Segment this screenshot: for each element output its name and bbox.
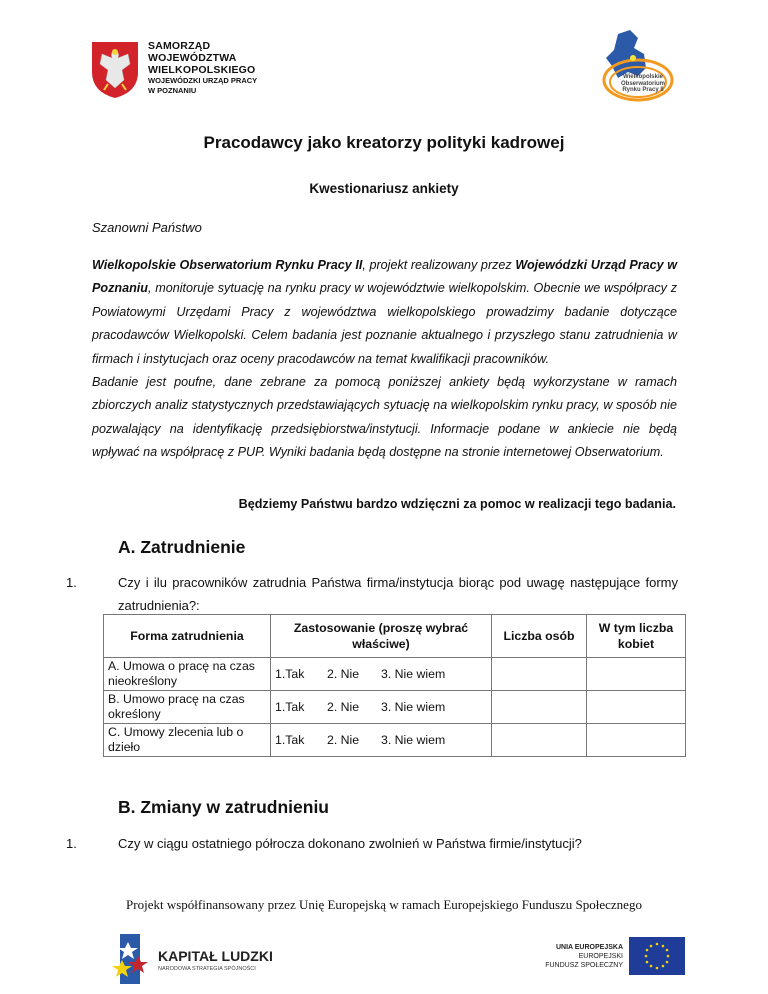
eu-line: UNIA EUROPEJSKA xyxy=(555,944,623,951)
question-b1 xyxy=(66,832,678,855)
eu-logo xyxy=(545,937,685,982)
column-header: Zastosowanie (proszę wybrać właściwe) xyxy=(271,615,492,658)
options-cell xyxy=(271,658,492,691)
kapital-ludzki-logo xyxy=(112,934,312,984)
table-row xyxy=(104,691,686,724)
form-cell: C. Umowy zlecenia lub o dzieło xyxy=(104,724,271,757)
question-text: Czy i ilu pracowników zatrudnia Państwa firma/instytucja biorąc pod uwagę następujące formy zatrudnienia?: xyxy=(118,575,678,613)
table-header-row xyxy=(104,615,686,658)
option-dont-know[interactable]: 3. Nie wiem xyxy=(381,699,446,714)
option-no[interactable]: 2. Nie xyxy=(327,699,360,714)
logo-line: WIELKOPOLSKIEGO xyxy=(148,64,256,76)
form-cell: B. Umowo pracę na czas określony xyxy=(104,691,271,724)
text: , projekt realizowany przez xyxy=(362,258,516,272)
column-header: Forma zatrudnienia xyxy=(104,615,271,658)
count-input[interactable] xyxy=(492,658,587,691)
count-input[interactable] xyxy=(492,724,587,757)
intro-paragraph-1 xyxy=(92,254,677,371)
eu-line: EUROPEJSKI xyxy=(578,953,623,960)
option-yes[interactable]: 1.Tak xyxy=(275,666,305,681)
document-title: Pracodawcy jako kreatorzy polityki kadrowej xyxy=(203,133,565,152)
option-yes[interactable]: 1.Tak xyxy=(275,699,305,714)
document-subtitle: Kwestionariusz ankiety xyxy=(309,181,459,196)
count-input[interactable] xyxy=(492,691,587,724)
greeting: Szanowni Państwo xyxy=(92,220,202,235)
kapital-ludzki-stars-icon xyxy=(112,934,154,984)
bold-text: Wojewódzki Urząd Pracy w Poznaniu xyxy=(92,258,678,296)
eu-flag-icon xyxy=(629,937,685,975)
intro-paragraph-2: Badanie jest poufne, dane zebrane za pomocą poniższej ankiety będą wykorzystane w ramach zbiorczych analiz statystycznych przedstawiających sytuację na wielkopolskim rynku pracy, w sposób nie pozwalający na identyfikację przedsiębiorstwa/instytucji. Informacje podane w ankiecie nie będą wpływać na współpracę z PUP. Wyniki badania będą dostępne na stronie internetowej Obserwatorium. xyxy=(92,375,677,460)
kapital-ludzki-title: KAPITAŁ LUDZKI xyxy=(158,948,273,964)
option-yes[interactable]: 1.Tak xyxy=(275,732,305,747)
section-b-heading: B. Zmiany w zatrudnieniu xyxy=(118,797,329,817)
table-row xyxy=(104,658,686,691)
column-header: Liczba osób xyxy=(492,615,587,658)
observatory-logo xyxy=(588,28,678,103)
option-dont-know[interactable]: 3. Nie wiem xyxy=(381,666,446,681)
form-cell: A. Umowa o pracę na czas nieokreślony xyxy=(104,658,271,691)
option-dont-know[interactable]: 3. Nie wiem xyxy=(381,732,446,747)
footer-funding-note: Projekt współfinansowany przez Unię Europejską w ramach Europejskiego Funduszu Społecznego xyxy=(126,897,642,912)
eagle-crest-icon xyxy=(90,40,140,100)
option-no[interactable]: 2. Nie xyxy=(327,732,360,747)
observatory-logo-text: Wielkopolskie Obserwatorium Rynku Pracy II xyxy=(620,74,665,93)
text: , monitoruje sytuację na rynku pracy w województwie wielkopolskim. Obecnie we współpracy z Powiatowymi Urzędami Pracy z województwa wielkopolskiego prowadzimy badanie dotyczące pracodawców Wielkopolski. Celem badania jest poznanie aktualnego i przyszłego stanu zatrudnienia w firmach i instytucjach oraz oceny pracodawców na temat kwalifikacji pracowników. xyxy=(92,281,677,366)
kapital-ludzki-subtitle: NARODOWA STRATEGIA SPÓJNOŚCI xyxy=(158,966,256,972)
logo-line: WOJEWÓDZKI URZĄD PRACY xyxy=(148,76,258,85)
table-row xyxy=(104,724,686,757)
eu-line: FUNDUSZ SPOŁECZNY xyxy=(545,962,623,969)
question-a1 xyxy=(66,571,678,617)
logo-line: SAMORZĄD WOJEWÓDZTWA xyxy=(148,40,237,64)
intro-text xyxy=(92,254,677,465)
option-no[interactable]: 2. Nie xyxy=(327,666,360,681)
women-count-input[interactable] xyxy=(587,691,686,724)
question-text: Czy w ciągu ostatniego półrocza dokonano zwolnień w Państwa firmie/instytucji? xyxy=(118,836,582,851)
bold-text: Wielkopolskie Obserwatorium Rynku Pracy II xyxy=(92,258,363,272)
logo-line: W POZNANIU xyxy=(148,86,197,95)
options-cell xyxy=(271,724,492,757)
wielkopolska-government-logo xyxy=(90,38,290,113)
options-cell xyxy=(271,691,492,724)
question-number: 1. xyxy=(66,836,77,851)
thanks-note: Będziemy Państwu bardzo wdzięczni za pomoc w realizacji tego badania. xyxy=(238,497,676,511)
question-number: 1. xyxy=(66,575,77,590)
women-count-input[interactable] xyxy=(587,658,686,691)
column-header: W tym liczba kobiet xyxy=(587,615,686,658)
section-a-heading: A. Zatrudnienie xyxy=(118,537,246,557)
employment-form-table xyxy=(103,614,686,757)
women-count-input[interactable] xyxy=(587,724,686,757)
